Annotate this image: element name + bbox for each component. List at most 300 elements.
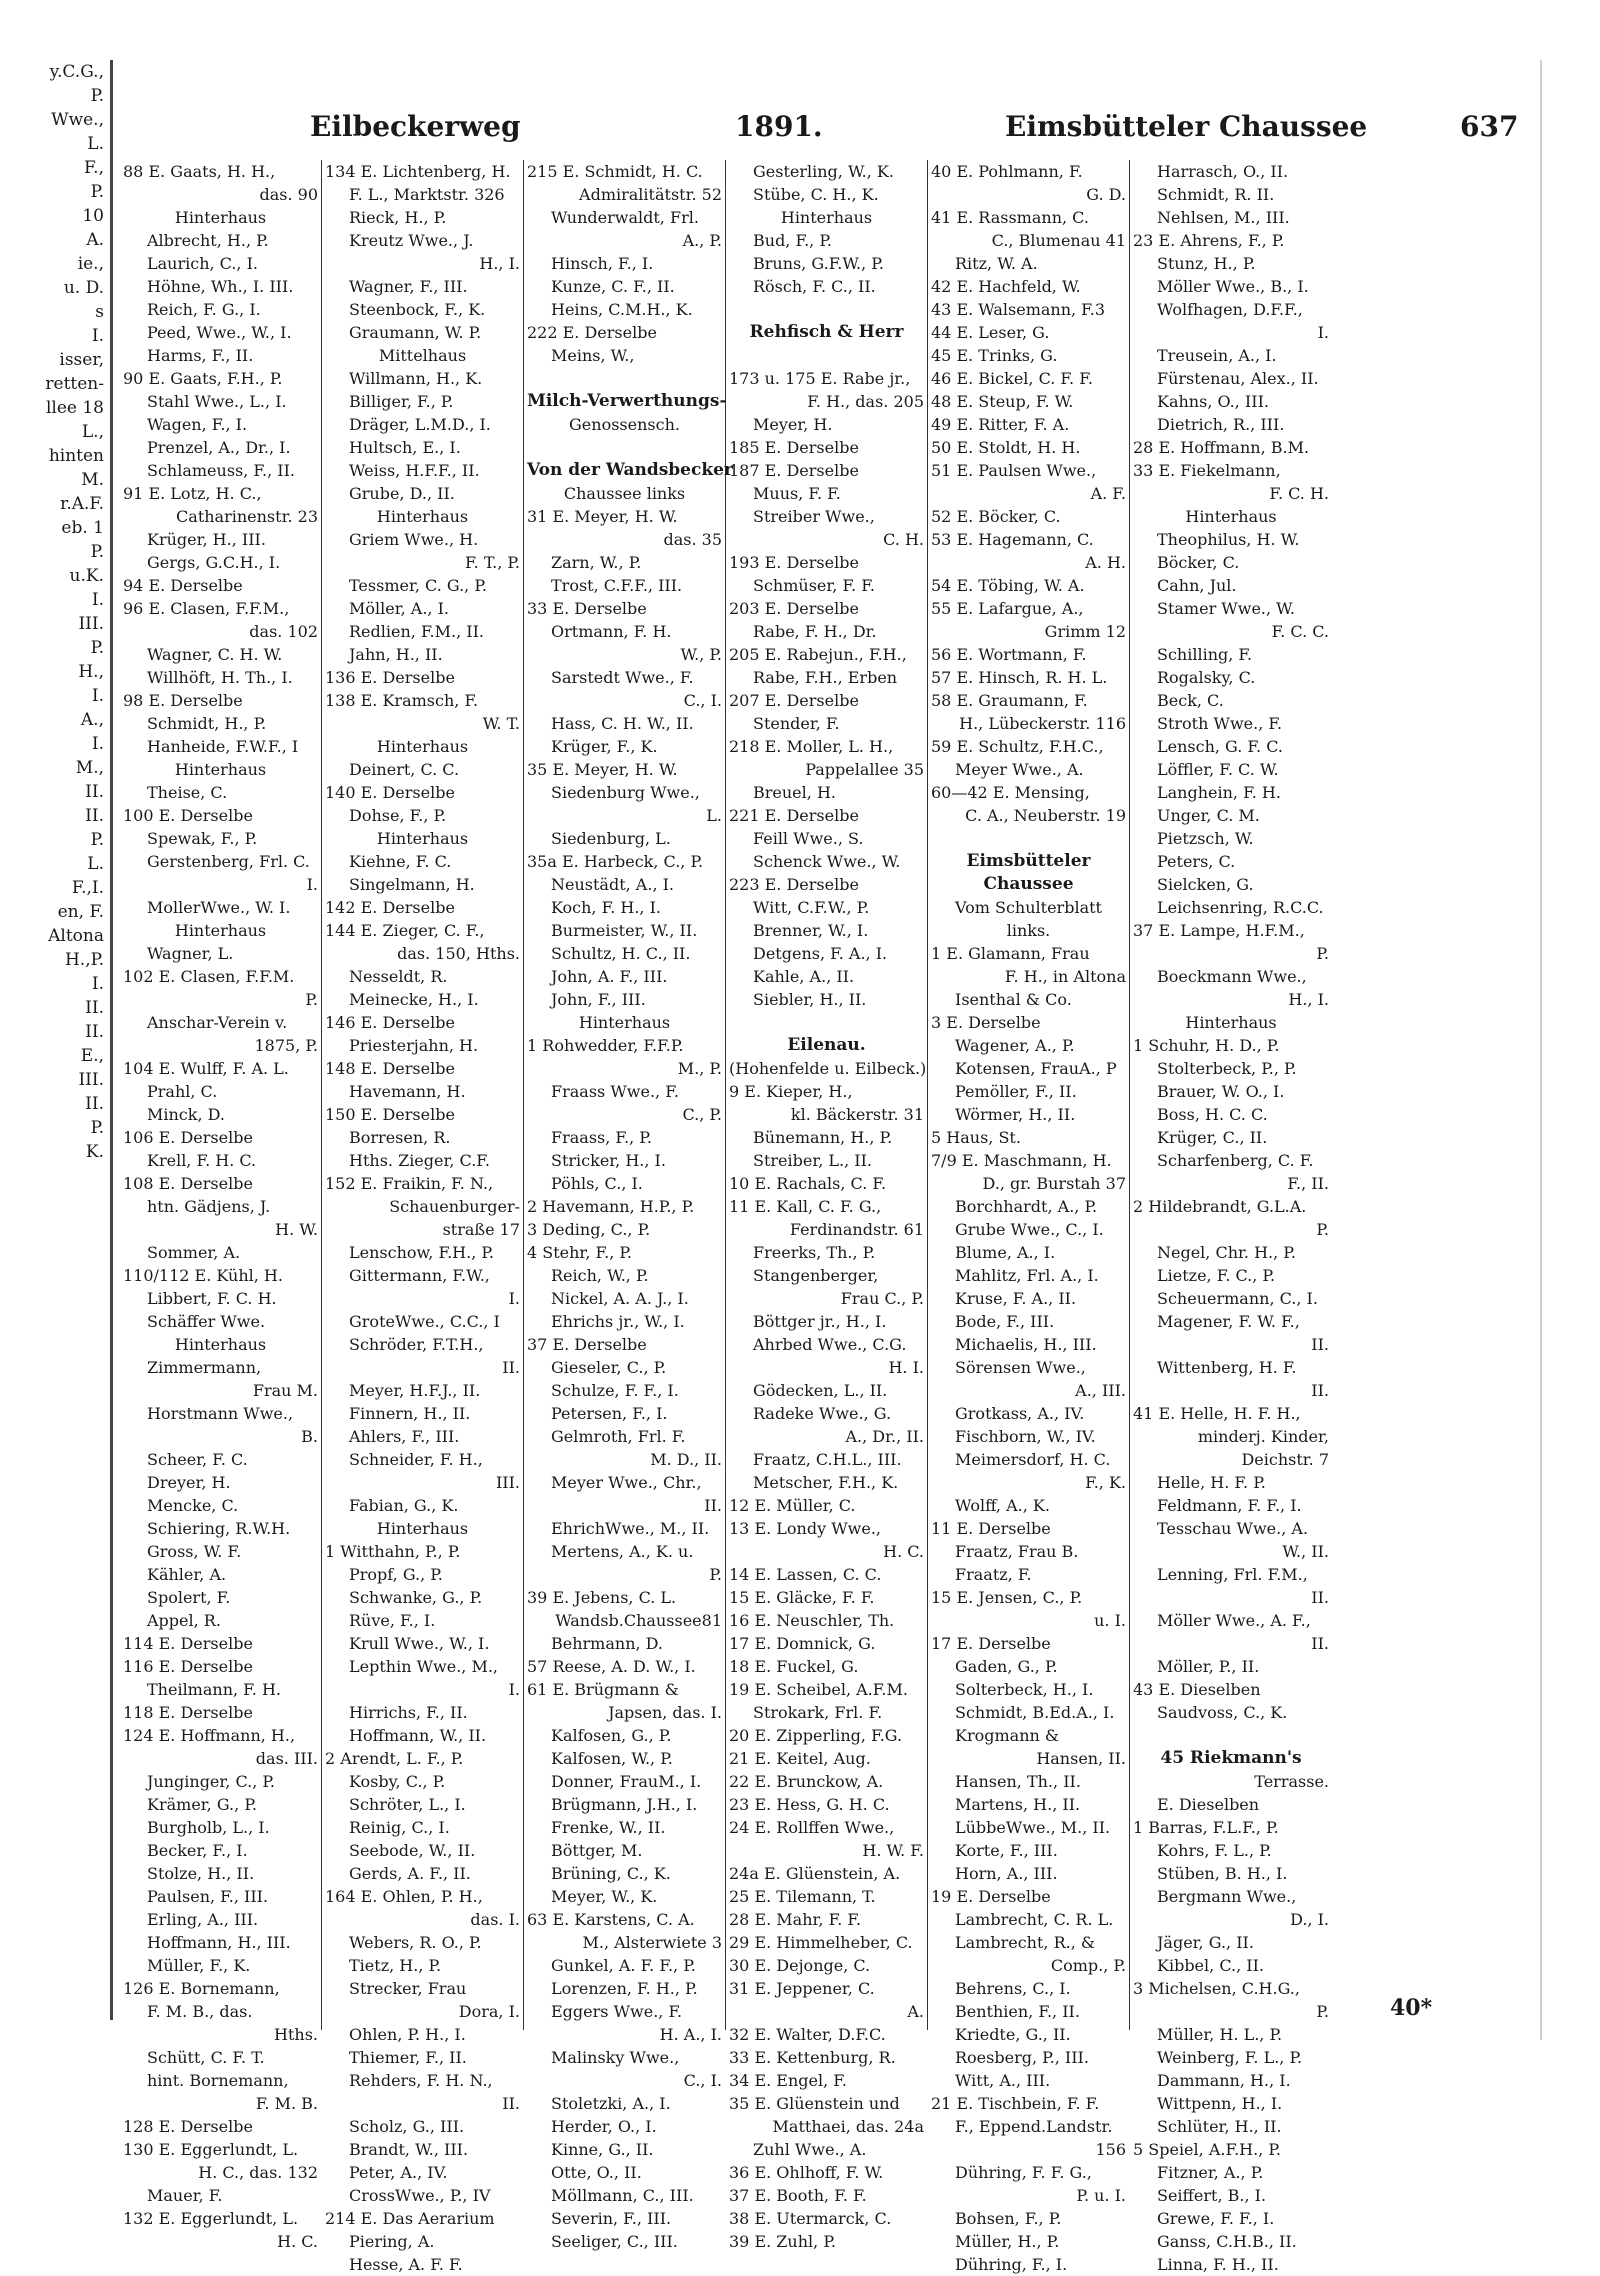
directory-entry: Roesberg, P., III. [955, 2048, 1089, 2067]
directory-entry: F. T., P. [465, 553, 520, 572]
directory-entry: Fraatz, F. [955, 1565, 1032, 1584]
directory-entry: A. F. [1090, 484, 1126, 503]
directory-entry [729, 298, 924, 321]
directory-entry: 18 E. Fuckel, G. [729, 1657, 859, 1676]
directory-entry: 41 E. Helle, H. F. H., [1133, 1404, 1301, 1423]
directory-entry: u. I. [1094, 1611, 1126, 1630]
directory-entry: 118 E. Derselbe [123, 1703, 253, 1722]
margin-fragment: P. [90, 638, 104, 658]
directory-entry: Wagner, F., III. [349, 277, 468, 296]
directory-entry: Deichstr. 7 [1241, 1450, 1329, 1469]
directory-entry: I. [1317, 323, 1329, 342]
directory-entry: A., Dr., II. [845, 1427, 924, 1446]
directory-entry: Hinterhaus [174, 1335, 267, 1354]
directory-entry: Prahl, C. [147, 1082, 218, 1101]
directory-entry: M. D., II. [650, 1450, 722, 1469]
directory-entry: Ohlen, P. H., I. [349, 2025, 466, 2044]
directory-entry: 91 E. Lotz, H. C., [123, 484, 262, 503]
margin-fragment: s [95, 302, 104, 322]
margin-fragment: P. [90, 86, 104, 106]
directory-entry: Detgens, F. A., I. [753, 944, 888, 963]
directory-entry: Mencke, C. [147, 1496, 239, 1515]
directory-entry: Neustädt, A., I. [551, 875, 675, 894]
directory-entry: (Hohenfelde u. Eilbeck.) [729, 1059, 927, 1078]
directory-entry: 2 Arendt, L. F., P. [325, 1749, 464, 1768]
directory-entry: 102 E. Clasen, F.F.M. [123, 967, 295, 986]
directory-entry: 214 E. Das Aerarium [325, 2209, 495, 2228]
directory-entry: 114 E. Derselbe [123, 1634, 253, 1653]
directory-entry: Thiemer, F., II. [349, 2048, 467, 2067]
directory-entry: Kunze, C. F., II. [551, 277, 675, 296]
directory-entry: Singelmann, H. [349, 875, 475, 894]
directory-entry: Bergmann Wwe., [1157, 1887, 1297, 1906]
directory-entry: Webers, R. O., P. [349, 1933, 482, 1952]
directory-entry: Wandsb.Chaussee81 [555, 1611, 722, 1630]
directory-entry: Hesse, A. F. F. [349, 2255, 463, 2274]
directory-entry: 10 E. Rachals, C. F. [729, 1174, 887, 1193]
directory-entry: 205 E. Rabejun., F.H., [729, 645, 907, 664]
directory-entry: Wagener, A., P. [955, 1036, 1075, 1055]
directory-entry: htn. Gädjens, J. [147, 1197, 271, 1216]
directory-entry: Frau M. [252, 1381, 318, 1400]
directory-entry: Helle, H. F. P. [1157, 1473, 1266, 1492]
directory-entry: H. W. [275, 1220, 318, 1239]
margin-fragment: II. [85, 806, 104, 826]
directory-entry: Havemann, H. [349, 1082, 466, 1101]
directory-entry: 39 E. Jebens, C. L. [527, 1588, 677, 1607]
directory-entry: Krüger, C., II. [1157, 1128, 1268, 1147]
margin-fragment: Altona [48, 926, 104, 946]
margin-fragment: P. [90, 542, 104, 562]
directory-column [120, 160, 322, 2251]
directory-entry: Meinecke, H., I. [349, 990, 479, 1009]
directory-entry: Kahle, A., II. [753, 967, 855, 986]
directory-entry: Hinterhaus [376, 1519, 469, 1538]
directory-entry: Blume, A., I. [955, 1243, 1056, 1262]
directory-entry: Witt, C.F.W., P. [753, 898, 870, 917]
directory-entry: Boeckmann Wwe., [1157, 967, 1307, 986]
directory-entry: 148 E. Derselbe [325, 1059, 455, 1078]
directory-entry: das. I. [470, 1910, 520, 1929]
directory-entry: Martens, H., II. [955, 1795, 1081, 1814]
directory-entry: 14 E. Lassen, C. C. [729, 1565, 882, 1584]
directory-entry: Ahlers, F., III. [349, 1427, 460, 1446]
directory-entry: Wittpenn, H., I. [1157, 2094, 1283, 2113]
directory-entry: F. C. C. [1271, 622, 1329, 641]
directory-entry: minderj. Kinder, [1197, 1427, 1329, 1446]
directory-entry: H. C. [883, 1542, 924, 1561]
directory-entry: das. 35 [663, 530, 722, 549]
directory-entry: Tesschau Wwe., A. [1157, 1519, 1309, 1538]
directory-entry: Gunkel, A. F. F., P. [551, 1956, 696, 1975]
directory-entry: Krüger, H., III. [147, 530, 266, 549]
margin-fragment: retten- [45, 374, 104, 394]
directory-entry: Prenzel, A., Dr., I. [147, 438, 291, 457]
directory-entry: H., I. [1288, 990, 1329, 1009]
margin-fragment: A. [86, 230, 104, 250]
margin-fragment: A., [80, 710, 104, 730]
margin-fragment: I. [91, 590, 104, 610]
directory-entry: Boss, H. C. C. [1157, 1105, 1268, 1124]
directory-entry: Chaussee links [563, 484, 686, 503]
directory-entry: 35a E. Harbeck, C., P. [527, 852, 704, 871]
directory-entry: Koch, F. H., I. [551, 898, 661, 917]
directory-entry: Fraatz, C.H.L., III. [753, 1450, 902, 1469]
margin-fragment: u. D. [63, 278, 104, 298]
directory-entry: GroteWwe., C.C., I [349, 1312, 500, 1331]
directory-entry: Höhne, Wh., I. III. [147, 277, 294, 296]
directory-entry: Grewe, F. F., I. [1157, 2209, 1275, 2228]
directory-entry: 21 E. Tischbein, F. F. [931, 2094, 1100, 2113]
directory-entry: Hinterhaus [376, 829, 469, 848]
directory-entry: 56 E. Wortmann, F. [931, 645, 1087, 664]
directory-entry: Reinig, C., I. [349, 1818, 450, 1837]
directory-entry: Schmüser, F. F. [753, 576, 875, 595]
directory-entry: Leichsenring, R.C.C. [1157, 898, 1324, 917]
directory-entry: Schlameuss, F., II. [147, 461, 296, 480]
directory-entry: 19 E. Scheibel, A.F.M. [729, 1680, 908, 1699]
margin-fragment: K. [85, 1142, 104, 1162]
directory-entry: H., Lübeckerstr. 116 [959, 714, 1126, 733]
directory-entry: Kahns, O., III. [1157, 392, 1269, 411]
directory-entry: Müller, H. L., P. [1157, 2025, 1283, 2044]
directory-entry: 24 E. Rollffen Wwe., [729, 1818, 895, 1837]
directory-entry: Schlüter, H., II. [1157, 2117, 1282, 2136]
directory-entry: Scharfenberg, C. F. [1157, 1151, 1314, 1170]
directory-entry: II. [1311, 1335, 1329, 1354]
directory-entry: 48 E. Steup, F. W. [931, 392, 1074, 411]
directory-entry: Willmann, H., K. [349, 369, 483, 388]
directory-entry: Terrasse. [1254, 1772, 1329, 1791]
directory-entry: C., P. [682, 1105, 722, 1124]
directory-entry: Appel, R. [147, 1611, 221, 1630]
directory-entry: P. u. I. [1076, 2186, 1126, 2205]
margin-fragment: I. [91, 686, 104, 706]
directory-entry: 1 Rohwedder, F.F.P. [527, 1036, 684, 1055]
directory-entry: Sarstedt Wwe., F. [551, 668, 694, 687]
directory-entry: 15 E. Jensen, C., P. [931, 1588, 1083, 1607]
directory-entry: Tessmer, C. G., P. [349, 576, 487, 595]
page-number: 637 [1460, 110, 1519, 143]
directory-entry: Kalfosen, G., P. [551, 1726, 672, 1745]
directory-entry: 221 E. Derselbe [729, 806, 859, 825]
directory-entry: Nehlsen, M., III. [1157, 208, 1290, 227]
directory-entry: 136 E. Derselbe [325, 668, 455, 687]
directory-entry: 13 E. Londy Wwe., [729, 1519, 882, 1538]
directory-entry: Reich, F. G., I. [147, 300, 261, 319]
directory-entry: Reich, W., P. [551, 1266, 649, 1285]
directory-entry: P. [1316, 2002, 1329, 2021]
directory-entry: Cahn, Jul. [1157, 576, 1237, 595]
directory-entry: Fitzner, A., P. [1157, 2163, 1264, 2182]
directory-entry: Krogmann & [955, 1726, 1060, 1745]
directory-entry: Pöhls, C., I. [551, 1174, 643, 1193]
directory-entry: 3 Deding, C., P. [527, 1220, 651, 1239]
directory-entry: Stoletzki, A., I. [551, 2094, 671, 2113]
directory-entry: Finnern, H., II. [349, 1404, 471, 1423]
margin-fragment: eb. 1 [61, 518, 104, 538]
directory-entry: I. [508, 1680, 520, 1699]
directory-entry: Schmidt, B.Ed.A., I. [955, 1703, 1115, 1722]
directory-entry: Billiger, F., P. [349, 392, 454, 411]
directory-entry: C., I. [683, 691, 722, 710]
directory-entry: Heins, C.M.H., K. [551, 300, 693, 319]
directory-entry: C. A., Neuberstr. 19 [965, 806, 1126, 825]
directory-entry [1133, 1724, 1329, 1747]
directory-entry: Otte, O., II. [551, 2163, 642, 2182]
directory-entry: 1 E. Glamann, Frau [931, 944, 1090, 963]
directory-entry: 61 E. Brügmann & [527, 1680, 679, 1699]
directory-entry: Benthien, F., II. [955, 2002, 1080, 2021]
directory-entry: F. H., das. 205 [807, 392, 924, 411]
directory-entry: Fischborn, W., IV. [955, 1427, 1096, 1446]
directory-entry: Brügmann, J.H., I. [551, 1795, 698, 1814]
directory-entry: 54 E. Töbing, W. A. [931, 576, 1085, 595]
directory-entry: 28 E. Hoffmann, B.M. [1133, 438, 1310, 457]
directory-entry: 3 E. Derselbe [931, 1013, 1041, 1032]
directory-entry: Trost, C.F.F., III. [551, 576, 683, 595]
directory-entry: Erling, A., III. [147, 1910, 259, 1929]
directory-entry: Rogalsky, C. [1157, 668, 1256, 687]
directory-entry: Beck, C. [1157, 691, 1224, 710]
directory-entry: 23 E. Hess, G. H. C. [729, 1795, 890, 1814]
directory-entry: Ganss, C.H.B., II. [1157, 2232, 1297, 2251]
section-heading: Eilenau. [787, 1035, 866, 1055]
margin-fragment: H.,P. [64, 950, 104, 970]
directory-entry: Hths. [274, 2025, 318, 2044]
directory-entry: Kruse, F. A., II. [955, 1289, 1077, 1308]
directory-entry: Pemöller, F., II. [955, 1082, 1077, 1101]
directory-entry: Scheuermann, C., I. [1157, 1289, 1318, 1308]
margin-fragment: E., [80, 1046, 104, 1066]
directory-entry: Horn, A., III. [955, 1864, 1058, 1883]
margin-fragment: hinten [48, 446, 104, 466]
directory-entry: Kähler, A. [147, 1565, 227, 1584]
directory-entry: 36 E. Ohlhoff, F. W. [729, 2163, 884, 2182]
directory-entry: Pietzsch, W. [1157, 829, 1254, 848]
directory-entry: I. [508, 1289, 520, 1308]
directory-entry: Petersen, F., I. [551, 1404, 668, 1423]
directory-entry: 33 E. Fiekelmann, [1133, 461, 1281, 480]
directory-entry: 215 E. Schmidt, H. C. [527, 162, 703, 181]
directory-entry: 58 E. Graumann, F. [931, 691, 1088, 710]
directory-entry: Strokark, Frl. F. [753, 1703, 883, 1722]
directory-entry: Solterbeck, H., I. [955, 1680, 1094, 1699]
directory-entry: Hinterhaus [780, 208, 873, 227]
directory-entry: II. [1311, 1381, 1329, 1400]
directory-entry: 1 Schuhr, H. D., P. [1133, 1036, 1280, 1055]
directory-entry: H. I. [888, 1358, 924, 1377]
directory-entry: 37 E. Derselbe [527, 1335, 647, 1354]
directory-columns [120, 160, 1540, 2274]
directory-entry: 43 E. Walsemann, F.3 [931, 300, 1106, 319]
directory-entry: Stübe, C. H., K. [753, 185, 879, 204]
directory-entry: Harrasch, O., II. [1157, 162, 1289, 181]
directory-entry: Zimmermann, [147, 1358, 262, 1377]
directory-entry: 7/9 E. Maschmann, H. [931, 1151, 1112, 1170]
directory-entry: 9 E. Kieper, H., [729, 1082, 853, 1101]
directory-column [1130, 160, 1332, 2274]
directory-entry: F. L., Marktstr. 326 [349, 185, 505, 204]
directory-entry: Gerds, A. F., II. [349, 1864, 471, 1883]
directory-entry: 21 E. Keitel, Aug. [729, 1749, 871, 1768]
directory-entry: D., gr. Burstah 37 [982, 1174, 1126, 1193]
directory-entry: Linna, F. H., II. [1157, 2255, 1279, 2274]
directory-entry: C. H. [883, 530, 924, 549]
directory-entry: Hultsch, E., I. [349, 438, 461, 457]
directory-entry: Japsen, das. I. [608, 1703, 722, 1722]
directory-entry: Böttger, M. [551, 1841, 643, 1860]
directory-entry: Stüben, B. H., I. [1157, 1864, 1288, 1883]
directory-entry: 30 E. Dejonge, C. [729, 1956, 871, 1975]
directory-entry: 33 E. Derselbe [527, 599, 647, 618]
directory-entry: Meimersdorf, H. C. [955, 1450, 1111, 1469]
directory-entry: 128 E. Derselbe [123, 2117, 253, 2136]
directory-entry: Gross, W. F. [147, 1542, 242, 1561]
directory-entry: Priesterjahn, H. [349, 1036, 479, 1055]
directory-entry: 146 E. Derselbe [325, 1013, 455, 1032]
directory-entry [931, 827, 1126, 850]
margin-fragment: II. [85, 998, 104, 1018]
directory-entry: Becker, F., I. [147, 1841, 248, 1860]
margin-fragment: I. [91, 734, 104, 754]
directory-entry: Dietrich, R., III. [1157, 415, 1285, 434]
margin-fragment: u.K. [69, 566, 104, 586]
directory-entry: Mertens, A., K. u. [551, 1542, 694, 1561]
directory-entry: Dohse, F., P. [349, 806, 447, 825]
directory-entry: Lorenzen, F. H., P. [551, 1979, 698, 1998]
directory-entry: Hinsch, F., I. [551, 254, 654, 273]
directory-entry: Schiering, R.W.H. [147, 1519, 291, 1538]
directory-entry: 222 E. Derselbe [527, 323, 657, 342]
directory-entry: Schneider, F. H., [349, 1450, 483, 1469]
directory-entry: Radeke Wwe., G. [753, 1404, 892, 1423]
directory-entry: L. [706, 806, 722, 825]
directory-entry: Krämer, G., P. [147, 1795, 257, 1814]
directory-entry: Wolff, A., K. [955, 1496, 1050, 1515]
directory-entry: Lenschow, F.H., P. [349, 1243, 494, 1262]
directory-entry: Dora, I. [458, 2002, 520, 2021]
directory-entry: Stroth Wwe., F. [1157, 714, 1283, 733]
directory-entry: Isenthal & Co. [955, 990, 1072, 1009]
directory-entry: Möller Wwe., B., I. [1157, 277, 1309, 296]
directory-entry: Borresen, R. [349, 1128, 451, 1147]
directory-entry: 88 E. Gaats, H. H., [123, 162, 276, 181]
directory-entry: 110/112 E. Kühl, H. [123, 1266, 283, 1285]
directory-entry: straße 17 [442, 1220, 520, 1239]
directory-entry: Streiber Wwe., [753, 507, 875, 526]
directory-entry: M., P. [677, 1059, 722, 1078]
margin-fragment: en, F. [57, 902, 104, 922]
directory-entry: Meyer, W., K. [551, 1887, 658, 1906]
directory-entry: 2 Havemann, H.P., P. [527, 1197, 695, 1216]
directory-entry: Peed, Wwe., W., I. [147, 323, 292, 342]
directory-entry: C., I. [683, 2071, 722, 2090]
directory-entry: Weiss, H.F.F., II. [349, 461, 480, 480]
directory-entry: Hoffmann, H., III. [147, 1933, 291, 1952]
directory-entry: Fraass, F., P. [551, 1128, 652, 1147]
directory-entry: Hths. Zieger, C.F. [349, 1151, 490, 1170]
directory-entry: das. 90 [259, 185, 318, 204]
directory-entry [729, 344, 924, 367]
directory-entry: W., II. [1282, 1542, 1329, 1561]
directory-entry: 3 Michelsen, C.H.G., [1133, 1979, 1300, 1998]
directory-entry: 34 E. Engel, F. [729, 2071, 847, 2090]
directory-entry: 55 E. Lafargue, A., [931, 599, 1084, 618]
directory-entry: 23 E. Ahrens, F., P. [1133, 231, 1285, 250]
directory-entry: Libbert, F. C. H. [147, 1289, 277, 1308]
directory-entry: 16 E. Neuschler, Th. [729, 1611, 895, 1630]
directory-entry: Peters, C. [1157, 852, 1236, 871]
directory-entry: F. C. H. [1269, 484, 1329, 503]
directory-entry: 150 E. Derselbe [325, 1105, 455, 1124]
directory-entry: Hirrichs, F., II. [349, 1703, 468, 1722]
directory-entry: EhrichWwe., M., II. [551, 1519, 710, 1538]
directory-entry: 59 E. Schultz, F.H.C., [931, 737, 1104, 756]
directory-entry: Lambrecht, R., & [955, 1933, 1096, 1952]
directory-entry: Malinsky Wwe., [551, 2048, 680, 2067]
directory-entry: F. M. B. [255, 2094, 318, 2113]
directory-entry: 37 E. Booth, F. F. [729, 2186, 867, 2205]
directory-entry: Feill Wwe., S. [753, 829, 864, 848]
directory-entry: das. 102 [249, 622, 318, 641]
directory-entry: Hanheide, F.W.F., I [147, 737, 299, 756]
directory-entry: Rüve, F., I. [349, 1611, 436, 1630]
directory-entry: Stahl Wwe., L., I. [147, 392, 287, 411]
directory-entry: Schröter, L., I. [349, 1795, 466, 1814]
section-heading: Chaussee [983, 874, 1074, 894]
directory-entry: Böcker, C. [1157, 553, 1240, 572]
header-left-street: Eilbeckerweg [310, 110, 521, 143]
directory-entry: Möller, P., II. [1157, 1657, 1260, 1676]
directory-entry: 1875, P. [254, 1036, 318, 1055]
directory-entry: Rösch, F. C., II. [753, 277, 876, 296]
directory-entry: 94 E. Derselbe [123, 576, 243, 595]
directory-entry: Hinterhaus [376, 507, 469, 526]
page-header [120, 110, 1540, 150]
directory-entry: Theilmann, F. H. [147, 1680, 281, 1699]
directory-entry: Eggers Wwe., F. [551, 2002, 683, 2021]
directory-entry: Kotensen, FrauA., P [955, 1059, 1117, 1078]
directory-entry: Zarn, W., P. [551, 553, 642, 572]
directory-entry: A., P. [682, 231, 722, 250]
section-heading: 45 Riekmann's [1160, 1748, 1302, 1768]
directory-entry: Burmeister, W., II. [551, 921, 698, 940]
directory-entry: Muus, F. F. [753, 484, 841, 503]
directory-entry: Korte, F., III. [955, 1841, 1058, 1860]
directory-entry: Redlien, F.M., II. [349, 622, 484, 641]
directory-entry: Lepthin Wwe., M., [349, 1657, 498, 1676]
directory-entry: 31 E. Meyer, H. W. [527, 507, 678, 526]
directory-entry: Brüning, C., K. [551, 1864, 671, 1883]
directory-entry: 124 E. Hoffmann, H., [123, 1726, 296, 1745]
directory-entry: das. III. [255, 1749, 318, 1768]
directory-entry: 164 E. Ohlen, P. H., [325, 1887, 483, 1906]
directory-entry: Lambrecht, C. R. L. [955, 1910, 1114, 1929]
directory-entry: Piering, A. [349, 2232, 435, 2251]
directory-entry: Böttger jr., H., I. [753, 1312, 887, 1331]
directory-entry: Schultz, H. C., II. [551, 944, 691, 963]
margin-fragment: II. [85, 1094, 104, 1114]
directory-entry: Bohsen, F., P. [955, 2209, 1062, 2228]
directory-entry: 144 E. Zieger, C. F., [325, 921, 485, 940]
directory-entry: Mahlitz, Frl. A., I. [955, 1266, 1099, 1285]
directory-entry: Schmidt, H., P. [147, 714, 267, 733]
directory-entry: Scholz, G., III. [349, 2117, 465, 2136]
directory-entry: Gerstenberg, Frl. C. [147, 852, 310, 871]
directory-entry: 142 E. Derselbe [325, 898, 455, 917]
directory-entry: Willhöft, H. Th., I. [147, 668, 293, 687]
